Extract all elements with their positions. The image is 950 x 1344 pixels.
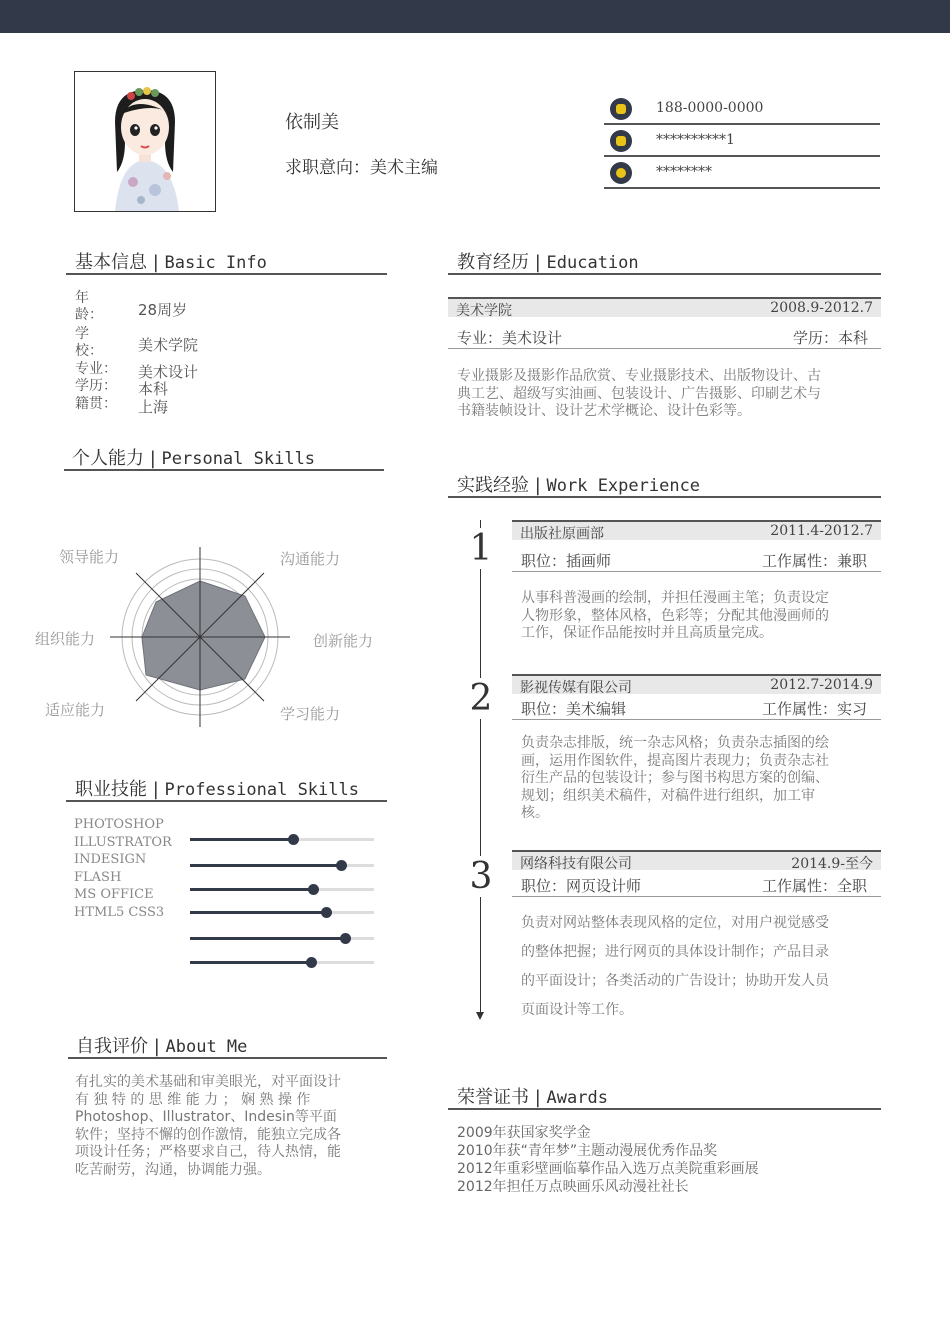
- section-divider: [448, 273, 881, 275]
- radar-axis-leadership: 领导能力: [59, 548, 120, 566]
- info-label-major: 专业：: [75, 361, 117, 377]
- separator: |: [147, 252, 165, 273]
- separator: |: [148, 1036, 166, 1057]
- contact-email-row: [604, 125, 880, 157]
- skills-radar-chart: [100, 530, 300, 730]
- section-title-cn: 职业技能: [75, 779, 147, 800]
- award-item: 2012年担任万点映画乐风动漫社社长: [457, 1179, 689, 1195]
- skill-bar: [190, 911, 374, 914]
- education-major: 专业：美术设计: [457, 329, 563, 347]
- experience-line: 负责杂志排版，统一杂志风格；负责杂志插图的绘: [521, 735, 829, 751]
- education-period: 2008.9-2012.7: [770, 300, 873, 316]
- skill-bar: [190, 838, 374, 841]
- experience-header: [512, 520, 881, 540]
- experience-type: 工作属性：兼职: [762, 552, 868, 570]
- info-label-hometown: 籍贯：: [75, 396, 117, 412]
- info-value-age: 28周岁: [138, 301, 188, 319]
- timeline-number: 1: [466, 528, 496, 569]
- education-line: 典工艺、超级写实油画、包装设计、广告摄影、印刷艺术与: [457, 385, 821, 402]
- skill-bar-knob[interactable]: [306, 957, 317, 968]
- info-label-school: 学校：: [75, 326, 103, 359]
- skill-bar-knob[interactable]: [321, 907, 332, 918]
- about-line: Photoshop、Illustrator、Indesin等平面: [75, 1109, 337, 1125]
- row-divider: [512, 719, 881, 720]
- info-value-degree: 本科: [138, 380, 169, 398]
- experience-line: 画，运用作图软件，提高图片表现力；负责杂志社: [521, 752, 829, 769]
- section-divider: [64, 469, 384, 471]
- skill-bar-fill: [190, 937, 345, 940]
- skill-name: MS OFFICE: [74, 887, 154, 903]
- skill-name: FLASH: [74, 869, 122, 885]
- row-divider: [512, 571, 881, 572]
- experience-description: [521, 590, 877, 643]
- timeline-number: 2: [466, 678, 496, 719]
- section-title-cn: 自我评价: [76, 1036, 148, 1057]
- experience-line: 页面设计等工作。: [521, 1002, 633, 1018]
- education-title: [457, 248, 639, 274]
- experience-period: 2012.7-2014.9: [770, 677, 873, 693]
- award-item: 2009年获国家奖学金: [457, 1125, 591, 1141]
- company-name: 出版社原画部: [520, 526, 604, 542]
- section-divider: [66, 273, 387, 275]
- skill-bar-knob[interactable]: [288, 834, 299, 845]
- section-divider: [66, 800, 387, 802]
- separator: |: [147, 779, 165, 800]
- skill-name: ILLUSTRATOR: [74, 834, 172, 850]
- experience-header: [512, 850, 881, 870]
- personal-skills-title: [72, 444, 315, 470]
- skill-name: INDESIGN: [74, 852, 147, 868]
- company-name: 影视传媒有限公司: [520, 680, 632, 696]
- section-title-cn: 教育经历: [457, 252, 529, 273]
- info-value-major: 美术设计: [138, 363, 199, 381]
- skill-bar: [190, 937, 374, 940]
- education-degree: 学历：本科: [793, 329, 869, 347]
- timeline-line: [480, 520, 481, 1016]
- section-divider: [448, 1108, 881, 1110]
- experience-type: 工作属性：实习: [762, 700, 868, 718]
- qq-icon: [610, 162, 632, 184]
- experience-position: 职位：美术编辑: [521, 700, 627, 718]
- experience-header: [512, 674, 881, 694]
- experience-position: 职位：网页设计师: [521, 877, 642, 895]
- company-name: 网络科技有限公司: [520, 856, 632, 872]
- separator: |: [529, 252, 547, 273]
- timeline-arrow-icon: [476, 1012, 484, 1020]
- section-divider: [68, 1057, 387, 1059]
- about-me-text: [75, 1074, 379, 1179]
- about-line: 有扎实的美术基础和审美眼光，对平面设计: [75, 1074, 341, 1090]
- pro-skills-title: [75, 775, 359, 801]
- radar-axis-adaptability: 适应能力: [45, 701, 106, 719]
- contact-phone-row: [604, 93, 880, 125]
- radar-axis-communication: 沟通能力: [280, 550, 341, 568]
- awards-list: [457, 1124, 759, 1196]
- award-item: 2010年获“青年梦”主题动漫展优秀作品奖: [457, 1143, 718, 1159]
- qq-text[interactable]: ********: [656, 164, 712, 180]
- skill-bar-fill: [190, 888, 313, 891]
- skill-bar-fill: [190, 864, 341, 867]
- separator: |: [529, 1087, 547, 1108]
- experience-type: 工作属性：全职: [762, 877, 868, 895]
- email-text[interactable]: **********1: [656, 132, 735, 148]
- skill-bar: [190, 864, 374, 867]
- radar-axis-organization: 组织能力: [35, 630, 96, 648]
- experience-line: 负责对网站整体表现风格的定位，对用户视觉感受: [521, 915, 829, 931]
- about-line: 项设计任务；严格要求自己，待人热情，能: [75, 1144, 341, 1160]
- skill-bar-knob[interactable]: [308, 884, 319, 895]
- experience-line: 衍生产品的包装设计；参与图书构思方案的创编、: [521, 770, 829, 786]
- education-header: [448, 297, 881, 317]
- about-me-title: [76, 1032, 247, 1058]
- skill-bar-fill: [190, 911, 326, 914]
- section-divider: [448, 496, 881, 498]
- awards-title: [457, 1083, 608, 1109]
- experience-line: 工作，保证作品能按时并且高质量完成。: [521, 625, 773, 641]
- experience-description: [521, 735, 877, 823]
- section-title-en: Education: [546, 253, 639, 273]
- section-title-en: About Me: [165, 1037, 248, 1057]
- separator: |: [529, 475, 547, 496]
- candidate-name: 依制美: [285, 112, 339, 133]
- education-description: [457, 368, 877, 421]
- section-title-cn: 实践经验: [457, 475, 529, 496]
- timeline-number: 3: [466, 856, 496, 897]
- radar-axis-innovation: 创新能力: [313, 632, 374, 650]
- skill-bar-knob[interactable]: [336, 860, 347, 871]
- skill-bar: [190, 888, 374, 891]
- experience-period: 2011.4-2012.7: [770, 523, 873, 539]
- skill-names-list: [74, 816, 172, 922]
- phone-icon: [610, 98, 632, 120]
- info-label-age: 年龄：: [75, 290, 103, 323]
- section-title-en: Work Experience: [546, 476, 701, 496]
- info-label-degree: 学历：: [75, 378, 117, 394]
- experience-line: 从事科普漫画的绘制，并担任漫画主笔；负责设定: [521, 590, 829, 606]
- section-title-en: Professional Skills: [164, 780, 359, 800]
- experience-line: 规划；组织美术稿件，对稿件进行组织，加工审: [521, 787, 815, 804]
- experience-period: 2014.9-至今: [791, 856, 873, 872]
- about-line: 软件；坚持不懈的创作激情，能独立完成各: [75, 1126, 341, 1143]
- experience-line: 的平面设计；各类活动的广告设计；协助开发人员: [521, 973, 829, 989]
- experience-line: 的整体把握；进行网页的具体设计制作；产品目录: [521, 944, 829, 960]
- skill-bar-fill: [190, 838, 293, 841]
- section-title-en: Personal Skills: [161, 449, 316, 469]
- about-line: 有 独 特 的 思 维 能 力 ； 娴 熟 操 作: [75, 1091, 311, 1108]
- row-divider: [512, 896, 881, 897]
- section-title-en: Basic Info: [164, 253, 267, 273]
- experience-line: 核。: [521, 805, 549, 821]
- section-title-cn: 荣誉证书: [457, 1087, 529, 1108]
- section-title-en: Awards: [546, 1088, 608, 1108]
- email-icon: [610, 130, 632, 152]
- radar-axis-learning: 学习能力: [280, 705, 341, 723]
- skill-name: HTML5 CSS3: [74, 904, 165, 920]
- phone-text[interactable]: 188-0000-0000: [656, 100, 764, 116]
- basic-info-title: [75, 248, 267, 274]
- skill-name: PHOTOSHOP: [74, 817, 164, 832]
- award-item: 2012年重彩壁画临摹作品入选万点美院重彩画展: [457, 1161, 759, 1177]
- section-title-cn: 个人能力: [72, 448, 144, 469]
- section-title-cn: 基本信息: [75, 252, 147, 273]
- skill-bar-fill: [190, 961, 311, 964]
- contact-qq-row: [604, 157, 880, 189]
- job-intent: 求职意向：美术主编: [285, 158, 438, 178]
- about-line: 吃苦耐劳，沟通，协调能力强。: [75, 1161, 271, 1178]
- education-line: 书籍装帧设计、设计艺术学概论、设计色彩等。: [457, 403, 751, 419]
- info-value-school: 美术学院: [138, 336, 199, 354]
- avatar-photo: [74, 71, 216, 212]
- experience-line: 人物形象，整体风格，色彩等；分配其他漫画师的: [521, 607, 829, 624]
- separator: |: [144, 448, 162, 469]
- info-value-hometown: 上海: [138, 398, 169, 416]
- skill-bar-knob[interactable]: [340, 933, 351, 944]
- education-line: 专业摄影及摄影作品欣赏、专业摄影技术、出版物设计、古: [457, 368, 821, 384]
- experience-position: 职位：插画师: [521, 552, 612, 570]
- top-bar: [0, 0, 950, 33]
- experience-description: [521, 909, 877, 1025]
- work-experience-title: [457, 471, 700, 497]
- school-name: 美术学院: [456, 303, 512, 319]
- row-divider: [448, 348, 881, 349]
- skill-bar: [190, 961, 374, 964]
